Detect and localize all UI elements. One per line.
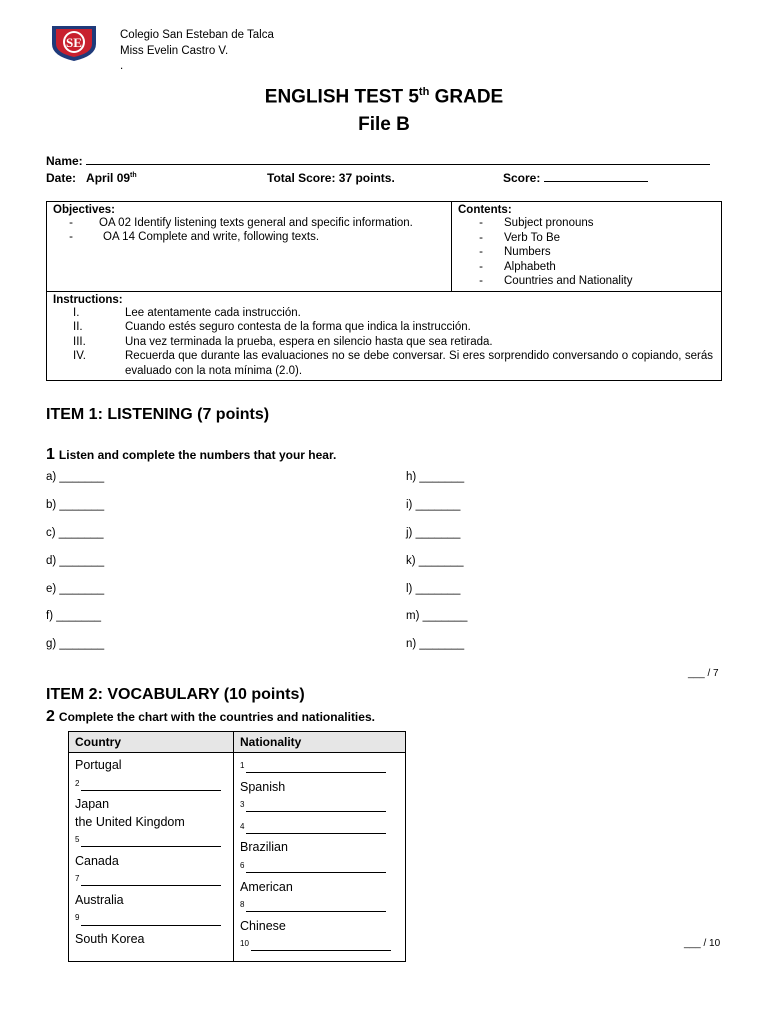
blank-l[interactable]: l) _______: [406, 583, 461, 595]
school-header: [120, 28, 274, 75]
nationality-cell: Spanish: [240, 779, 286, 794]
contents-item: - Numbers: [479, 246, 551, 258]
item2-question: 2 Complete the chart with the countries and nationalities.: [46, 708, 375, 725]
country-blank[interactable]: 5: [75, 831, 227, 853]
logo-text: SE: [66, 35, 82, 50]
contents-item: - Countries and Nationality: [479, 275, 633, 287]
nationality-blank[interactable]: 8: [240, 896, 399, 918]
score-row: Score:: [503, 171, 648, 185]
blank-f[interactable]: f) _______: [46, 610, 101, 622]
blank-k[interactable]: k) _______: [406, 555, 464, 567]
date-field: Date: April 09th: [46, 171, 137, 185]
country-blank[interactable]: 9: [75, 909, 227, 931]
instruction-item: IV. Recuerda que durante las evaluaciones no se debe conversar. Si eres sorprendido conversando o copiando, serás evaluado con la nota mínima (2.0).: [73, 350, 713, 377]
objective-item: - OA 02 Identify listening texts general and specific information.: [69, 217, 413, 229]
item2-score[interactable]: ___ / 10: [684, 938, 721, 949]
contents-item: - Alphabeth: [479, 260, 556, 273]
nationality-blank[interactable]: 6: [240, 857, 399, 879]
contents-item: - Subject pronouns: [479, 217, 594, 229]
blank-h[interactable]: h) _______: [406, 471, 465, 483]
country-cell: Japan: [75, 797, 110, 812]
blank-j[interactable]: j) _______: [406, 527, 461, 539]
blank-e[interactable]: e) _______: [46, 583, 105, 595]
nationality-cell: Chinese: [240, 918, 286, 933]
nationality-column: [234, 753, 406, 962]
country-cell: the United Kingdom: [75, 814, 185, 829]
instruction-item: III. Una vez terminada la prueba, espera en silencio hasta que sea retirada.: [73, 335, 493, 348]
objectives-cell: Objectives: - OA 02 Identify listening texts general and specific information. - OA 14 Complete and write, following texts.: [47, 202, 452, 292]
blank-g[interactable]: g) _______: [46, 638, 105, 650]
instruction-item: II. Cuando estés seguro contesta de la forma que indica la instrucción.: [73, 321, 471, 333]
country-cell: South Korea: [75, 932, 145, 947]
country-blank[interactable]: 2: [75, 775, 227, 797]
school-logo: [46, 22, 102, 62]
blank-i[interactable]: i) _______: [406, 499, 461, 511]
country-blank[interactable]: 7: [75, 870, 227, 892]
blank-n[interactable]: n) _______: [406, 638, 465, 650]
nationality-cell: American: [240, 879, 293, 894]
header-dot: .: [120, 60, 124, 72]
country-cell: Canada: [75, 853, 119, 868]
item2-title: ITEM 2: VOCABULARY (10 points): [46, 686, 305, 703]
instruction-item: I. Lee atentamente cada instrucción.: [73, 306, 301, 319]
contents-cell: Contents: - Subject pronouns - Verb To Be - Numbers - Alphabeth - Countries and Nationality: [452, 202, 722, 292]
blank-m[interactable]: m) _______: [406, 610, 468, 622]
nationality-blank[interactable]: 4: [240, 818, 399, 840]
blank-c[interactable]: c) _______: [46, 527, 104, 539]
nationality-blank[interactable]: 10: [240, 935, 399, 957]
test-title: ENGLISH TEST 5th GRADE: [264, 86, 504, 108]
item1-title: ITEM 1: LISTENING (7 points): [46, 406, 270, 423]
nationality-blank[interactable]: 3: [240, 796, 399, 818]
country-cell: Portugal: [75, 758, 122, 772]
blank-d[interactable]: d) _______: [46, 555, 105, 567]
item1-score[interactable]: ___ / 7: [688, 668, 719, 679]
country-cell: Australia: [75, 892, 124, 907]
blank-a[interactable]: a) _______: [46, 471, 105, 483]
nationality-blank[interactable]: 1: [240, 757, 399, 779]
country-column: [69, 753, 234, 962]
contents-item: - Verb To Be: [479, 231, 561, 244]
score-field[interactable]: [544, 171, 648, 182]
country-header: Country: [69, 732, 234, 753]
nationality-cell: Brazilian: [240, 840, 288, 855]
vocabulary-chart: [68, 731, 406, 962]
instructions-cell: Instructions: I. Lee atentamente cada instrucción. II. Cuando estés seguro contesta de la forma que indica la instrucción. III. Una vez terminada la prueba, espera en silencio hasta que sea retirada. IV. Recuerda que durante las evaluaciones no se debe conversar. Si eres sorprendido conversando o copiando, serás evaluado con la nota mínima (2.0).: [47, 291, 722, 381]
name-field[interactable]: [86, 154, 710, 165]
test-subtitle: File B: [358, 114, 410, 135]
teacher-name: Miss Evelin Castro V.: [120, 44, 229, 57]
item1-question: 1 Listen and complete the numbers that your hear.: [46, 446, 337, 463]
blank-b[interactable]: b) _______: [46, 499, 105, 511]
school-name: Colegio San Esteban de Talca: [120, 29, 274, 41]
objective-item: - OA 14 Complete and write, following texts.: [69, 231, 320, 243]
name-row: Name:: [46, 154, 718, 168]
objectives-box: [46, 201, 722, 381]
total-score: Total Score: 37 points.: [267, 171, 395, 185]
nationality-header: Nationality: [234, 732, 406, 753]
